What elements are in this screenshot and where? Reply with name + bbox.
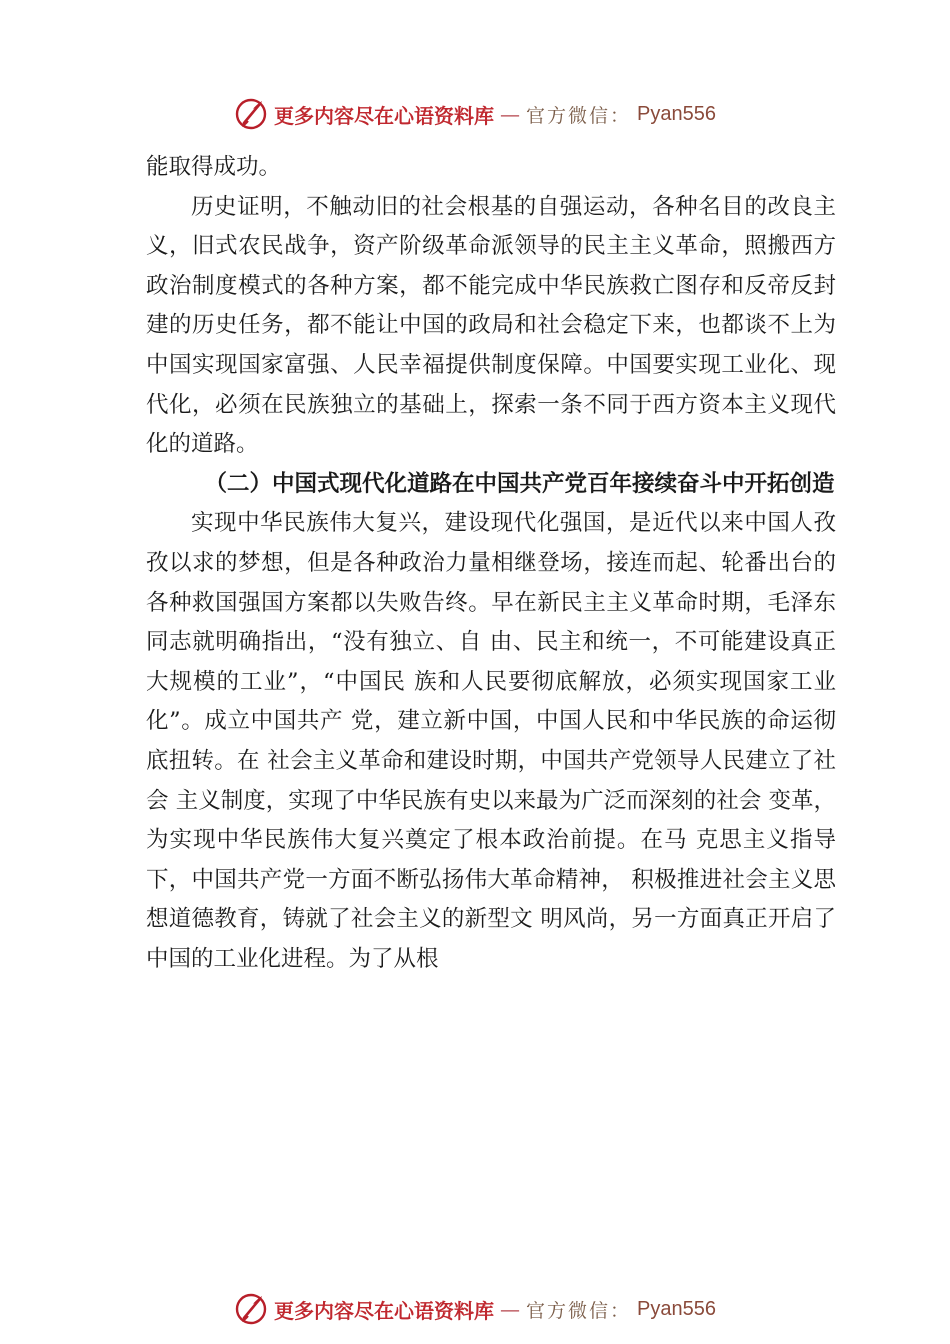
paragraph-modernization: 实现中华民族伟大复兴，建设现代化强国，是近代以来中国人孜孜以求的梦想，但是各种政治力量相继登场，接连而起、轮番出台的各种救国强国方案都以失败告终。早在新民主主义革命时期，毛泽东同志就明确指出，“没有独立、自 由、民主和统一，不可能建设真正大规模的工业”，“中国民 族和人民要彻底解放，必须实现国家工业化”。成立中国共产 党，建立新中国，中国人民和中华民族的命运彻底扭转。在 社会主义革命和建设时期，中国共产党领导人民建立了社会 主义制度，实现了中华民族有史以来最为广泛而深刻的社会 变革，为实现中华民族伟大复兴奠定了根本政治前提。在马 克思主义指导下，中国共产党一方面不断弘扬伟大革命精神， 积极推进社会主义思想道德教育，铸就了社会主义的新型文 明风尚，另一方面真正开启了中国的工业化进程。为了从根	[146, 510, 836, 972]
brand-text: 更多内容尽在心语资料库	[274, 103, 494, 128]
wechat-label: 官方微信：	[526, 1299, 632, 1322]
banner-separator: —	[500, 1297, 520, 1321]
footer-watermark-banner	[0, 1289, 950, 1329]
brand-text: 更多内容尽在心语资料库	[274, 1298, 494, 1323]
wechat-label: 官方微信：	[526, 104, 632, 127]
section-heading: （二）中国式现代化道路在中国共产党百年接续奋斗中开拓创造	[204, 470, 835, 497]
quill-pen-icon	[234, 1292, 268, 1326]
banner-separator: —	[500, 102, 520, 126]
paragraph-continuation: 能取得成功。	[146, 154, 282, 180]
document-body	[146, 148, 836, 979]
wechat-id: Pyan556	[637, 1297, 716, 1320]
wechat-id: Pyan556	[637, 102, 716, 125]
paragraph-history: 历史证明，不触动旧的社会根基的自强运动，各种名目的改良主义，旧式农民战争，资产阶级革命派领导的民主主义革命，照搬西方政治制度模式的各种方案，都不能完成中华民族救亡图存和反帝反封建的历史任务，都不能让中国的政局和社会稳定下来，也都谈不上为中国实现国家富强、人民幸福提供制度保障。中国要实现工业化、现代化，必须在民族独立的基础上，探索一条不同于西方资本主义现代化的道路。	[146, 193, 836, 458]
header-watermark-banner	[0, 94, 950, 134]
quill-pen-icon	[234, 97, 268, 131]
